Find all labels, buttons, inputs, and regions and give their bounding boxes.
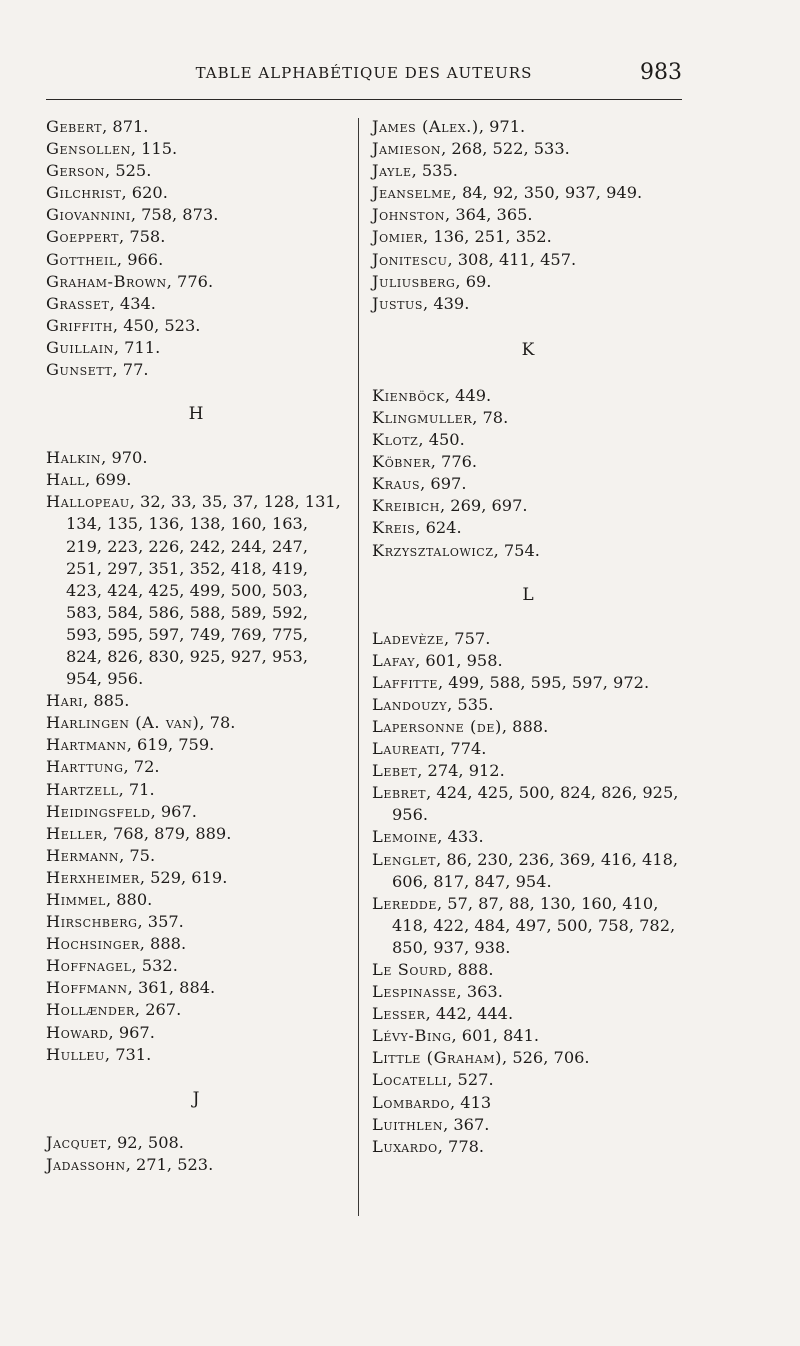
author-name: Hermann <box>46 845 120 865</box>
page-references: , 758. <box>119 227 166 247</box>
section-j-right <box>372 116 684 315</box>
author-name: Himmel <box>46 890 106 909</box>
author-name: Leredde <box>372 893 437 913</box>
page-references: , 77. <box>112 360 149 380</box>
index-entry <box>372 1114 684 1136</box>
author-name: James (Alex.) <box>372 117 479 136</box>
index-entry <box>372 116 684 138</box>
author-name: Little (Graham) <box>372 1048 503 1068</box>
index-entry <box>46 779 346 801</box>
index-entry <box>46 226 346 248</box>
page-references: , 778. <box>437 1136 485 1156</box>
index-entry <box>372 451 684 473</box>
author-name: Luxardo <box>372 1136 438 1156</box>
letter-heading-j: J <box>192 1088 200 1109</box>
page-references: , 970. <box>101 448 148 468</box>
section-k <box>372 385 684 562</box>
page-references: , 271, 523. <box>125 1154 214 1174</box>
index-entry <box>46 1132 346 1154</box>
page-references: , 888. <box>501 716 549 736</box>
index-entry <box>372 1069 684 1091</box>
author-name: Hulleu <box>46 1044 105 1064</box>
index-entry <box>46 1154 346 1176</box>
author-name: Lebet <box>372 761 418 781</box>
page-references: , 32, 33, 35, 37, 128, 131, 134, 135, 136, 138, 160, 163, 219, 223, 226, 242, 244, 247, 251, 297, 351, 352, 418, 419, 423, 424, 425, 499, 500, 503, 583, 584, 586, 588, 589, 592, 593, 595, 597, 749, 769, 775, 824, 826, 830, 925, 927, 953, 954, 956. <box>66 492 341 689</box>
page-references: , 535. <box>447 694 494 714</box>
index-entry <box>46 182 346 204</box>
author-name: Johnston <box>372 205 446 225</box>
page-references: , 442, 444. <box>425 1004 514 1024</box>
page-references: , 450, 523. <box>112 315 201 335</box>
index-entry <box>46 690 346 712</box>
index-entry <box>372 1003 684 1025</box>
index-entry <box>46 911 346 933</box>
page-references: , 971. <box>478 117 526 136</box>
author-name: Krzysztalowicz <box>372 540 494 560</box>
index-entry <box>46 712 346 734</box>
author-name: Jamieson <box>372 139 442 159</box>
index-entry <box>46 359 346 381</box>
index-entry <box>372 959 684 981</box>
page-references: , 136, 251, 352. <box>423 227 552 247</box>
index-entry <box>372 849 684 893</box>
author-name: Hari <box>46 691 84 711</box>
index-entry <box>372 1025 684 1047</box>
index-entry <box>46 447 346 469</box>
page-references: , 499, 588, 595, 597, 972. <box>438 672 650 692</box>
author-name: Lebret <box>372 783 427 803</box>
header-rule <box>46 99 682 100</box>
author-name: Kreibich <box>372 496 440 516</box>
author-name: Hoffmann <box>46 978 128 998</box>
index-entry <box>46 977 346 999</box>
index-entry <box>372 893 684 959</box>
author-name: Landouzy <box>372 694 448 714</box>
author-name: Jadassohn <box>46 1154 126 1174</box>
index-entry <box>372 473 684 495</box>
index-entry <box>372 694 684 716</box>
author-name: Hartmann <box>46 735 127 755</box>
page-references: , 84, 92, 350, 937, 949. <box>451 183 643 203</box>
index-entry <box>372 249 684 271</box>
page-references: , 424, 425, 500, 824, 826, 925, 956. <box>392 783 679 825</box>
author-name: Justus <box>372 293 424 313</box>
page-references: , 871. <box>102 117 149 136</box>
page-references: , 535. <box>411 161 458 181</box>
author-name: Hollænder <box>46 1000 135 1020</box>
page-references: , 620. <box>121 183 168 203</box>
author-name: Kraus <box>372 474 421 494</box>
page-references: , 308, 411, 457. <box>447 249 577 269</box>
author-name: Klotz <box>372 430 419 450</box>
author-name: Lafay <box>372 650 416 670</box>
page-references: , 439. <box>423 293 470 313</box>
author-name: Giovannini <box>46 205 131 225</box>
author-name: Le Sourd <box>372 960 448 979</box>
author-name: Goeppert <box>46 227 120 247</box>
page-references: , 619, 759. <box>126 735 215 755</box>
index-entry <box>372 760 684 782</box>
index-entry <box>46 734 346 756</box>
page-references: , 601, 841. <box>451 1026 540 1046</box>
author-name: Jeanselme <box>372 183 452 203</box>
page-references: , 624. <box>415 518 462 538</box>
author-name: Hochsinger <box>46 934 140 954</box>
index-entry <box>372 1047 684 1069</box>
author-name: Heller <box>46 823 103 843</box>
author-name: Jonitescu <box>372 249 448 269</box>
page-references: , 115. <box>130 139 178 159</box>
page-references: , 267. <box>134 1000 182 1020</box>
index-entry <box>372 293 684 315</box>
index-entry <box>372 407 684 429</box>
author-name: Gensollen <box>46 139 131 159</box>
author-name: Jomier <box>372 227 424 247</box>
author-name: Heidingsfeld <box>46 801 151 821</box>
index-entry <box>46 271 346 293</box>
page-references: , 413 <box>449 1092 492 1112</box>
index-entry <box>372 782 684 826</box>
index-entry <box>46 491 346 690</box>
index-entry <box>372 981 684 1003</box>
index-entry <box>372 226 684 248</box>
page-references: , 532. <box>131 956 178 976</box>
author-name: Gottheil <box>46 249 117 269</box>
page-references: , 776. <box>166 271 214 291</box>
index-entry <box>46 756 346 778</box>
author-name: Gilchrist <box>46 183 122 203</box>
page-references: , 711. <box>113 337 161 357</box>
author-name: Kreis <box>372 518 416 538</box>
author-name: Jacquet <box>46 1132 107 1152</box>
index-entry <box>372 738 684 760</box>
page-references: , 364, 365. <box>445 205 533 225</box>
index-entry <box>46 337 346 359</box>
left-column <box>46 116 346 1176</box>
index-entry <box>46 823 346 845</box>
section-j-left <box>46 1132 346 1176</box>
page-references: , 449. <box>444 385 492 405</box>
author-name: Hartzell <box>46 779 119 799</box>
page-references: , 967. <box>150 801 197 821</box>
author-name: Laffitte <box>372 672 439 692</box>
running-title: TABLE ALPHABÉTIQUE DES AUTEURS <box>195 64 533 82</box>
letter-heading-l: L <box>522 584 534 605</box>
author-name: Halkin <box>46 448 102 468</box>
right-column <box>372 116 684 1158</box>
index-entry <box>46 955 346 977</box>
index-entry <box>372 138 684 160</box>
page-references: , 880. <box>105 890 153 909</box>
index-entry <box>46 116 346 138</box>
page-references: , 268, 522, 533. <box>441 139 570 159</box>
index-entry <box>46 801 346 823</box>
index-entry <box>372 1136 684 1158</box>
page-references: , 75. <box>119 845 156 865</box>
page-references: , 86, 230, 236, 369, 416, 418, 606, 817, 847, 954. <box>392 849 679 891</box>
page-references: , 450. <box>418 430 465 450</box>
index-entry <box>372 650 684 672</box>
page-references: , 526, 706. <box>502 1048 590 1068</box>
author-name: Lombardo <box>372 1092 450 1112</box>
author-name: Harlingen (A. van) <box>46 713 200 733</box>
index-entry <box>372 826 684 848</box>
index-entry <box>46 469 346 491</box>
page-header <box>46 58 682 90</box>
page-references: , 434. <box>109 293 156 313</box>
author-name: Kienböck <box>372 385 445 405</box>
letter-heading-k: K <box>521 339 535 360</box>
author-name: Locatelli <box>372 1070 448 1090</box>
page-references: , 697. <box>420 474 467 494</box>
column-divider <box>358 118 359 1216</box>
author-name: Jayle <box>372 161 412 181</box>
index-entry <box>372 182 684 204</box>
index-entry <box>46 889 346 911</box>
index-entry <box>46 315 346 337</box>
author-name: Gerson <box>46 161 106 181</box>
page-references: , 758, 873. <box>130 205 219 225</box>
author-name: Lévy-Bing <box>372 1026 452 1046</box>
index-entry <box>372 204 684 226</box>
author-name: Luithlen <box>372 1114 444 1134</box>
author-name: Juliusberg <box>372 271 456 291</box>
page-references: , 967. <box>108 1022 155 1042</box>
page-references: , 78. <box>472 407 509 427</box>
page-references: , 731. <box>104 1044 152 1064</box>
index-entry <box>372 271 684 293</box>
index-entry <box>46 1044 346 1066</box>
index-entry <box>46 1022 346 1044</box>
index-entry <box>46 160 346 182</box>
section-g <box>46 116 346 381</box>
page-number: 983 <box>640 60 682 85</box>
author-name: Hoffnagel <box>46 956 132 976</box>
page-references: , 888. <box>139 934 187 954</box>
page-references: , 888. <box>447 960 494 979</box>
page-references: , 525. <box>105 161 152 181</box>
section-l <box>372 628 684 1158</box>
index-entry <box>372 385 684 407</box>
index-entry <box>372 716 684 738</box>
page-references: , 885. <box>83 691 130 711</box>
author-name: Lespinasse <box>372 982 457 1002</box>
index-entry <box>372 540 684 562</box>
author-name: Ladevèze <box>372 628 444 648</box>
page-references: , 367. <box>443 1114 490 1134</box>
letter-heading-h: H <box>188 404 204 425</box>
page-references: , 776. <box>430 452 478 472</box>
index-entry <box>46 293 346 315</box>
page-references: , 361, 884. <box>127 978 216 998</box>
page-references: , 529, 619. <box>139 867 228 887</box>
author-name: Köbner <box>372 452 431 472</box>
page-references: , 72. <box>123 757 160 777</box>
page-references: , 57, 87, 88, 130, 160, 410, 418, 422, 484, 497, 500, 758, 782, 850, 937, 938. <box>392 893 676 957</box>
index-entry <box>372 429 684 451</box>
page-references: , 966. <box>116 249 164 269</box>
index-entry <box>372 517 684 539</box>
author-name: Griffith <box>46 315 113 335</box>
page-references: , 754. <box>493 540 540 560</box>
index-entry <box>46 867 346 889</box>
index-entry <box>46 933 346 955</box>
index-entry <box>372 495 684 517</box>
author-name: Hall <box>46 470 86 490</box>
section-h <box>46 447 346 1066</box>
index-entry <box>372 672 684 694</box>
page-references: , 363. <box>456 982 503 1002</box>
page-references: , 78. <box>199 713 236 733</box>
page-references: , 69. <box>455 271 492 291</box>
author-name: Hallopeau <box>46 492 130 512</box>
page-references: , 433. <box>437 827 484 847</box>
author-name: Harttung <box>46 757 124 777</box>
index-entry <box>372 1092 684 1114</box>
page-references: , 269, 697. <box>440 496 528 516</box>
index-entry <box>372 628 684 650</box>
author-name: Klingmuller <box>372 407 473 427</box>
author-name: Gunsett <box>46 360 113 380</box>
author-name: Lemoine <box>372 827 438 847</box>
page-references: , 774. <box>440 739 487 759</box>
page-references: , 601, 958. <box>415 650 503 670</box>
author-name: Guillain <box>46 337 114 357</box>
author-name: Herxheimer <box>46 867 140 887</box>
author-name: Howard <box>46 1022 109 1042</box>
author-name: Grasset <box>46 293 110 313</box>
index-entry <box>372 160 684 182</box>
author-name: Graham-Brown <box>46 271 167 291</box>
author-name: Lesser <box>372 1004 426 1024</box>
page-references: , 274, 912. <box>417 761 505 781</box>
index-entry <box>46 249 346 271</box>
author-name: Lapersonne (de) <box>372 716 502 736</box>
page-references: , 357. <box>137 912 184 932</box>
author-name: Lenglet <box>372 849 437 869</box>
author-name: Laureati <box>372 739 441 759</box>
page-references: , 92, 508. <box>106 1132 184 1152</box>
page-references: , 71. <box>118 779 155 799</box>
index-entry <box>46 138 346 160</box>
index-entry <box>46 999 346 1021</box>
index-entry <box>46 204 346 226</box>
page-references: , 527. <box>447 1070 494 1090</box>
author-name: Hirschberg <box>46 912 138 932</box>
index-entry <box>46 845 346 867</box>
page-references: , 768, 879, 889. <box>102 823 232 843</box>
page-references: , 757. <box>444 628 491 648</box>
page-references: , 699. <box>85 470 132 490</box>
author-name: Gebert <box>46 117 103 136</box>
